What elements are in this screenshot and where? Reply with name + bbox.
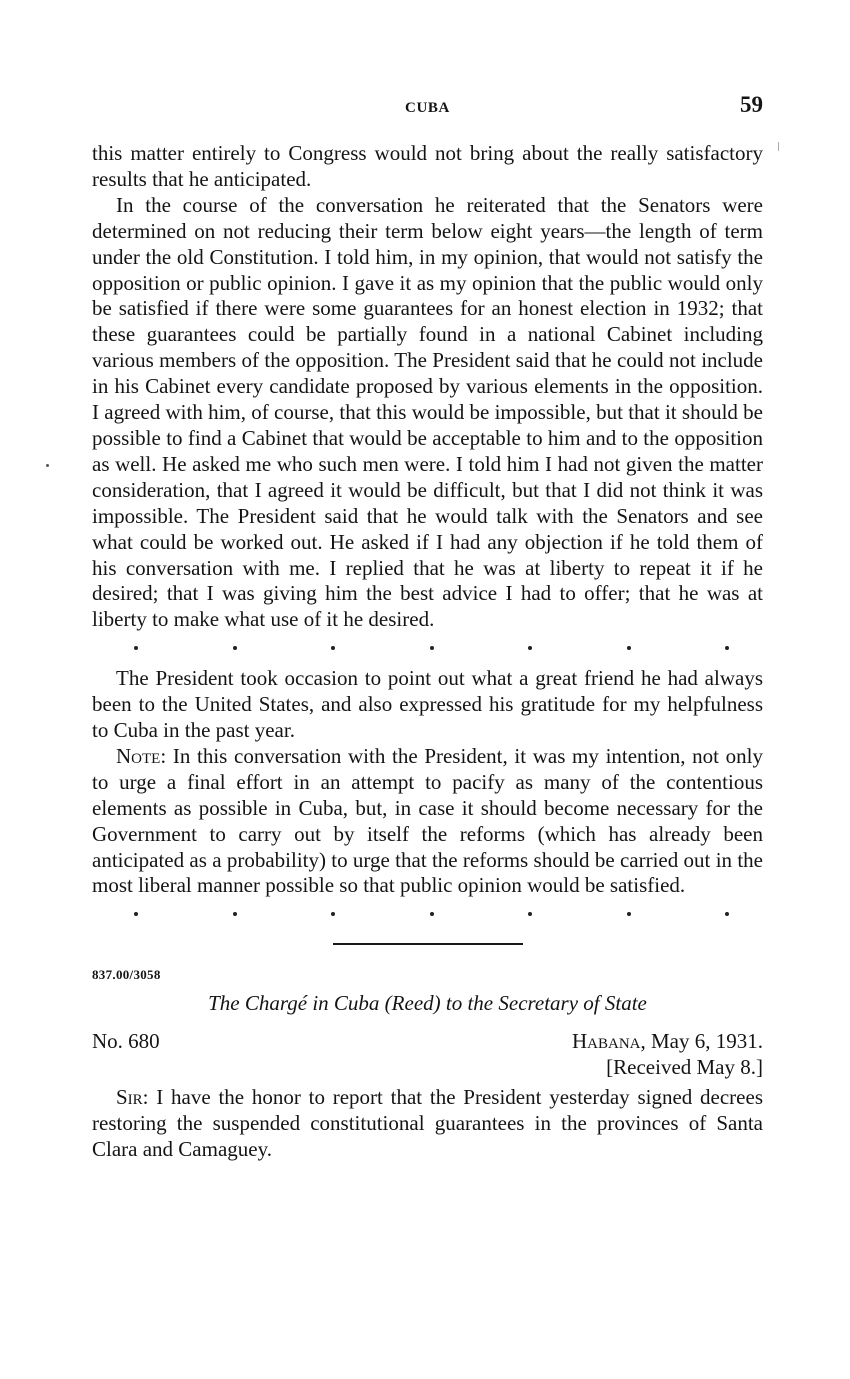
page-number: 59 bbox=[740, 92, 763, 117]
ellipsis-dot bbox=[725, 646, 729, 650]
ellipsis-dot bbox=[528, 646, 532, 650]
salutation: Sir: bbox=[116, 1085, 149, 1110]
ellipsis-dot bbox=[134, 646, 138, 650]
ellipsis-row bbox=[92, 899, 763, 929]
margin-mark bbox=[778, 142, 779, 151]
document-title: The Chargé in Cuba (Reed) to the Secretary of State bbox=[208, 991, 647, 1016]
note-label: Note: bbox=[116, 743, 167, 768]
letter-body bbox=[92, 1085, 763, 1163]
page-header bbox=[92, 92, 763, 128]
paragraph-continuation: this matter entirely to Congress would not bring about the really satisfactory results that he anticipated. bbox=[92, 141, 763, 191]
ellipsis-dot bbox=[430, 912, 434, 916]
running-title: CUBA bbox=[405, 100, 450, 116]
place: Habana, bbox=[571, 1029, 646, 1054]
ellipsis-dot bbox=[627, 912, 631, 916]
margin-dot bbox=[46, 464, 49, 467]
ellipsis-dot bbox=[627, 646, 631, 650]
ellipsis-dot bbox=[233, 912, 237, 916]
dateline bbox=[92, 1029, 763, 1055]
ellipsis-dot bbox=[134, 912, 138, 916]
paragraph-conversation: In the course of the conversation he reiterated that the Senators were determined on not reducing their term below eight years—the length of term under the old Constitution. I told him, in my opinion, that would not satisfy the opposition or public opinion. I gave it as my opinion that the public would only be satisfied if there were some guarantees for an honest election in 1932; that these guarantees could be partially found in a national Cabinet including various members of the opposition. The President said that he could not include in his Cabinet every candidate proposed by various elements in the opposition. I agreed with him, of course, that this would be impossible, but that it should be possible to find a Cabinet that would be acceptable to him and to the opposition as well. He asked me who such men were. I told him I had not given the matter consideration, that I agreed it would be difficult, but that I did not think it was impossible. The President said that he would talk with the Senators and see what could be worked out. He asked if I had any objection if he told them of his conversation with me. I replied that he was at liberty to repeat it if he desired; that I was giving him the best advice I had to offer; that he was at liberty to make what use of it he desired. bbox=[92, 192, 763, 632]
received-date: [Received May 8.] bbox=[606, 1055, 763, 1080]
place-date bbox=[572, 1029, 763, 1055]
file-number: 837.00/3058 bbox=[92, 967, 161, 983]
note-text: In this conversation with the President, it was my intention, not only to urge a final effort in an attempt to pacify as many of the contentious elements as possible in Cuba, but, in case it should become necessary for the Government to carry out by itself the reforms (which has already been anticipated as a probability) to urge that the reforms should be carried out in the most liberal manner possible so that public opinion would be satisfied. bbox=[92, 743, 763, 898]
paragraph-gratitude: The President took occasion to point out what a great friend he had always been to the United States, and also expressed his gratitude for my helpfulness to Cuba in the past year. bbox=[92, 666, 763, 743]
date: May 6, 1931. bbox=[645, 1029, 763, 1054]
ellipsis-dot bbox=[331, 912, 335, 916]
dispatch-number: No. 680 bbox=[92, 1029, 160, 1054]
ellipsis-dot bbox=[331, 646, 335, 650]
ellipsis-dot bbox=[430, 646, 434, 650]
ellipsis-row bbox=[92, 633, 763, 663]
ellipsis-dot bbox=[528, 912, 532, 916]
paragraph-note bbox=[92, 744, 763, 899]
section-divider bbox=[333, 943, 523, 945]
letter-text: I have the honor to report that the President yesterday signed decrees restoring the suspended constitutional guarantees in the provinces of Santa Clara and Camaguey. bbox=[92, 1085, 763, 1161]
page-body bbox=[92, 141, 763, 1163]
ellipsis-dot bbox=[233, 646, 237, 650]
ellipsis-dot bbox=[725, 912, 729, 916]
